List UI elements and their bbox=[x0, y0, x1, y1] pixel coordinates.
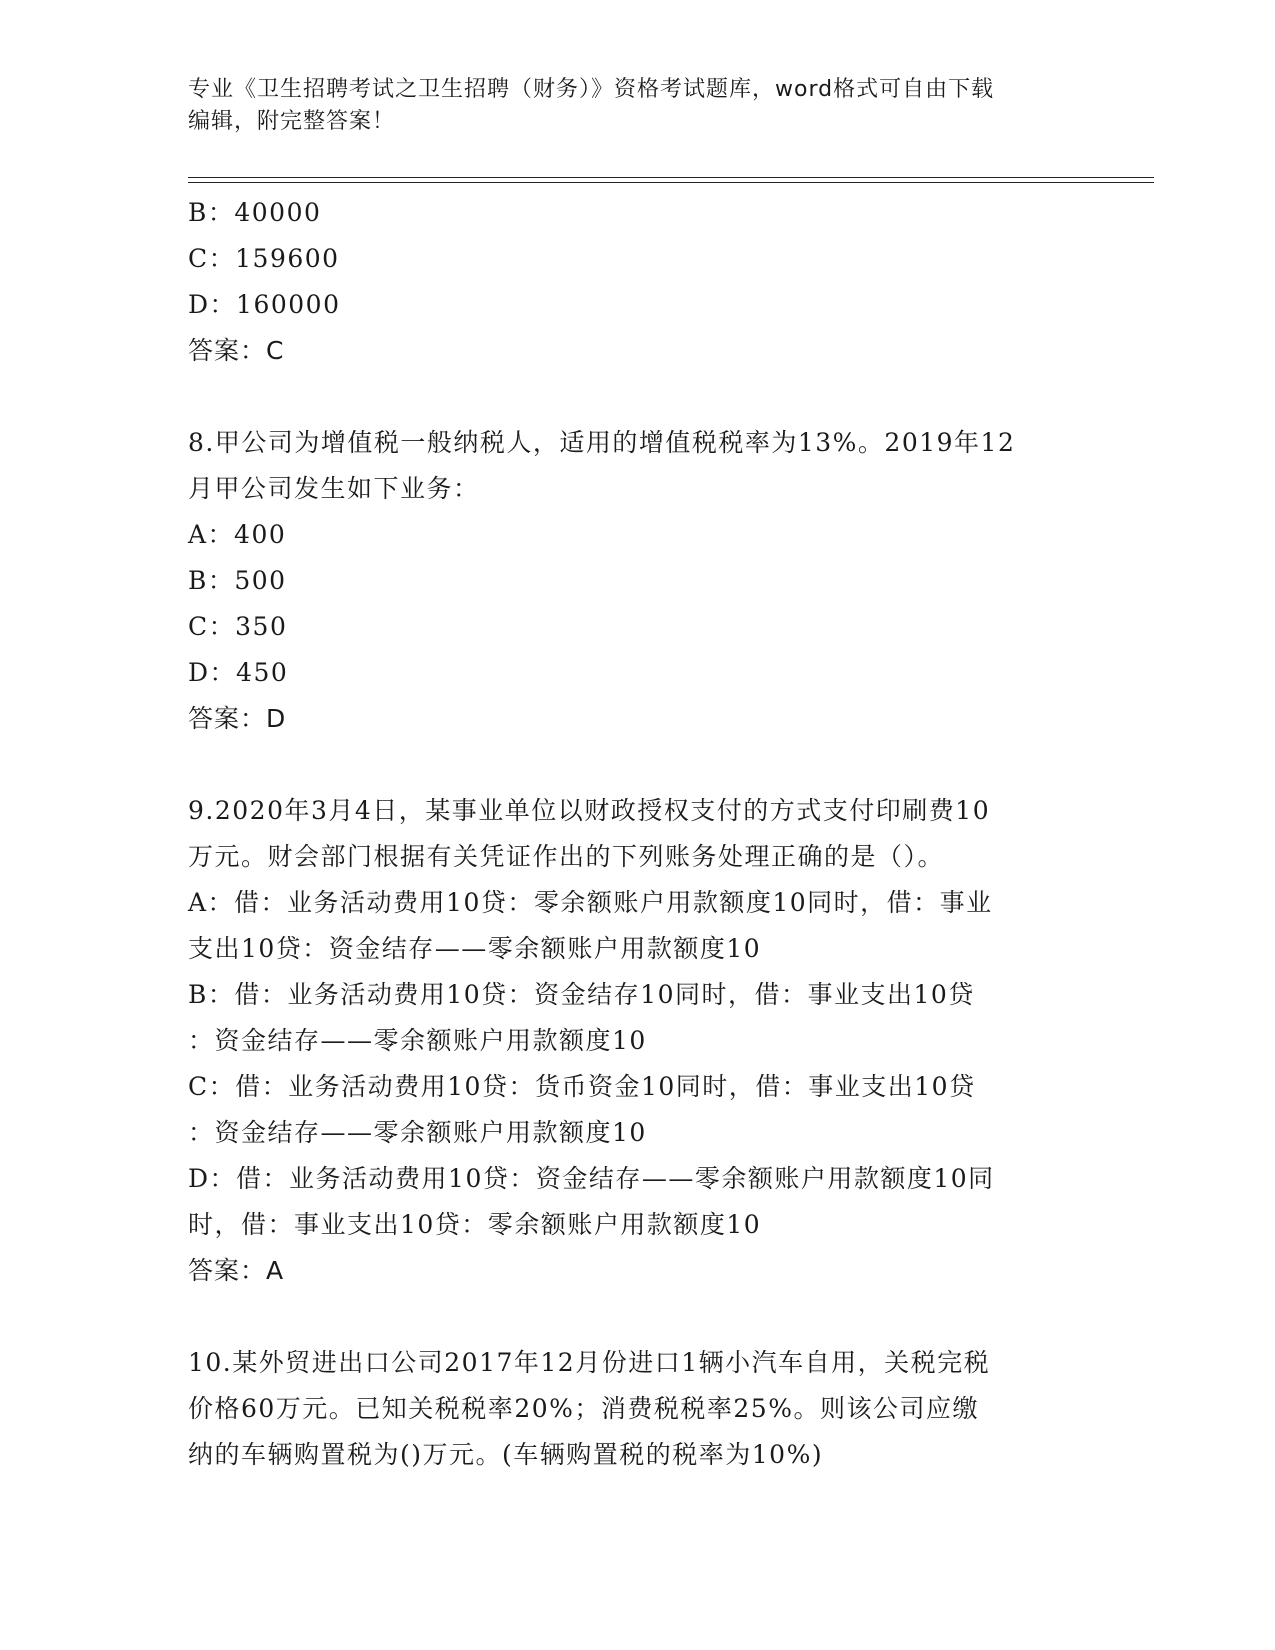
option-a: A：400 bbox=[188, 520, 287, 549]
question-9 bbox=[188, 788, 1088, 1294]
header-line-1: 专业《卫生招聘考试之卫生招聘（财务）》资格考试题库，word格式可自由下载 bbox=[188, 77, 995, 102]
option-c: C：350 bbox=[188, 612, 288, 641]
question-7-tail bbox=[188, 190, 1088, 374]
question-8 bbox=[188, 420, 1088, 742]
header-divider-bottom bbox=[188, 182, 1154, 183]
answer-line: 答案：D bbox=[188, 704, 287, 733]
option-a-cont: 支出10贷：资金结存——零余额账户用款额度10 bbox=[188, 934, 762, 963]
header-line-2: 编辑，附完整答案！ bbox=[188, 109, 396, 134]
document-header bbox=[188, 74, 1068, 138]
question-stem: 10.某外贸进出口公司2017年12月份进口1辆小汽车自用，关税完税 bbox=[188, 1348, 991, 1377]
option-c-cont: ：资金结存——零余额账户用款额度10 bbox=[188, 1118, 647, 1147]
question-stem: 纳的车辆购置税为()万元。(车辆购置税的税率为10%) bbox=[188, 1440, 824, 1469]
option-c: C：159600 bbox=[188, 244, 340, 273]
option-b-cont: ：资金结存——零余额账户用款额度10 bbox=[188, 1026, 647, 1055]
option-a: A：借：业务活动费用10贷：零余额账户用款额度10同时，借：事业 bbox=[188, 888, 993, 917]
question-10 bbox=[188, 1340, 1088, 1478]
question-stem: 9.2020年3月4日，某事业单位以财政授权支付的方式支付印刷费10 bbox=[188, 796, 991, 825]
option-c: C：借：业务活动费用10贷：货币资金10同时，借：事业支出10贷 bbox=[188, 1072, 976, 1101]
option-d: D：160000 bbox=[188, 290, 341, 319]
question-stem: 万元。财会部门根据有关凭证作出的下列账务处理正确的是（）。 bbox=[188, 842, 945, 871]
option-d-cont: 时，借：事业支出10贷：零余额账户用款额度10 bbox=[188, 1210, 762, 1239]
question-stem: 月甲公司发生如下业务： bbox=[188, 474, 480, 503]
answer-line: 答案：A bbox=[188, 1256, 285, 1285]
option-b: B：500 bbox=[188, 566, 287, 595]
header-divider-top bbox=[188, 177, 1154, 178]
answer-line: 答案：C bbox=[188, 336, 285, 365]
question-stem: 价格60万元。已知关税税率20%；消费税税率25%。则该公司应缴 bbox=[188, 1394, 979, 1423]
option-b: B：40000 bbox=[188, 198, 322, 227]
option-d: D：450 bbox=[188, 658, 289, 687]
option-d: D：借：业务活动费用10贷：资金结存——零余额账户用款额度10同 bbox=[188, 1164, 995, 1193]
option-b: B：借：业务活动费用10贷：资金结存10同时，借：事业支出10贷 bbox=[188, 980, 975, 1009]
document-body bbox=[188, 190, 1088, 1478]
question-stem: 8.甲公司为增值税一般纳税人，适用的增值税税率为13%。2019年12 bbox=[188, 428, 1016, 457]
